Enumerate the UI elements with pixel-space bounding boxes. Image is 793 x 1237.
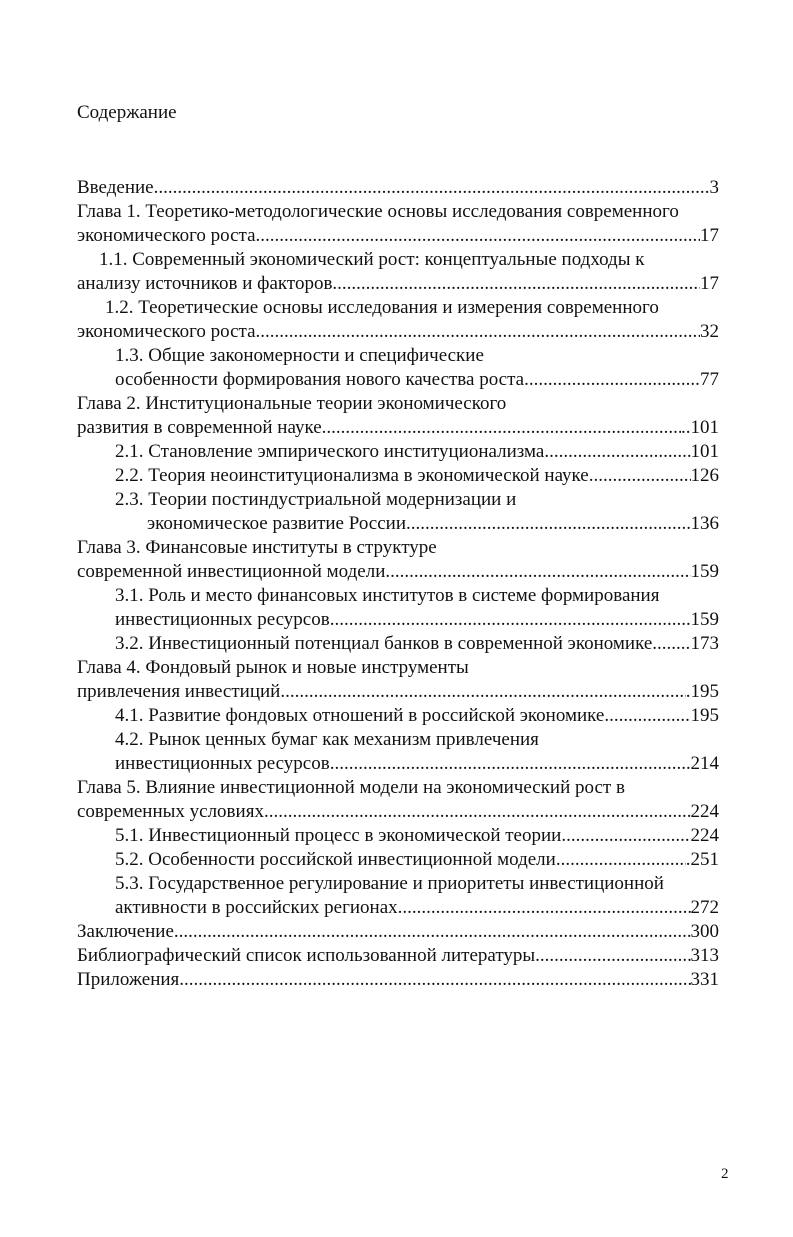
toc-section-1-2-title-line[interactable]: 1.2. Теоретические основы исследования и измерения современного bbox=[105, 297, 659, 318]
toc-section-2-3-title-line[interactable]: 2.3. Теории постиндустриальной модернизации и bbox=[115, 489, 517, 510]
toc-entry-title: анализу источников и факторов bbox=[77, 273, 333, 294]
toc-entry-title: экономического роста bbox=[77, 225, 256, 246]
toc-entry-page: 224 bbox=[690, 825, 719, 846]
toc-section-5-3-title-line[interactable]: 5.3. Государственное регулирование и приоритеты инвестиционной bbox=[115, 873, 664, 894]
toc-entry-title: Заключение bbox=[77, 921, 174, 942]
toc-entry-appendix[interactable] bbox=[77, 968, 719, 992]
dot-leader bbox=[589, 464, 691, 488]
toc-chapter-4-title-line[interactable]: Глава 4. Фондовый рынок и новые инструменты bbox=[77, 657, 469, 678]
toc-entry-page: 126 bbox=[690, 465, 719, 486]
toc-entry-page: 77 bbox=[700, 369, 719, 390]
toc-section-2-1-entry[interactable] bbox=[77, 440, 719, 464]
toc-entry-page: 17 bbox=[700, 273, 719, 294]
toc-entry-title: 5.2. Особенности российской инвестиционной модели bbox=[115, 849, 556, 870]
toc-entry-page: 331 bbox=[690, 969, 719, 990]
toc-entry-page: 272 bbox=[690, 897, 719, 918]
toc-entry-title: современной инвестиционной модели bbox=[77, 561, 386, 582]
dot-leader bbox=[535, 944, 690, 968]
toc-entry-title: 4.1. Развитие фондовых отношений в российской экономике bbox=[115, 705, 605, 726]
toc-entry-page: 313 bbox=[690, 945, 719, 966]
dot-leader bbox=[256, 224, 700, 248]
dot-leader bbox=[332, 272, 700, 296]
dot-leader bbox=[652, 632, 690, 656]
toc-section-1-1-title-line[interactable]: 1.1. Современный экономический рост: концептуальные подходы к bbox=[99, 249, 645, 270]
toc-entry-title: Библиографический список использованной литературы bbox=[77, 945, 536, 966]
toc-section-5-1-entry[interactable] bbox=[77, 824, 719, 848]
page-title: Содержание bbox=[77, 102, 177, 123]
toc-entry-page: 195 bbox=[690, 705, 719, 726]
dot-leader bbox=[174, 920, 691, 944]
toc-entry-title: современных условиях bbox=[77, 801, 264, 822]
toc-section-2-2-entry[interactable] bbox=[77, 464, 719, 488]
toc-chapter-4-entry[interactable] bbox=[77, 680, 719, 704]
toc-entry-title: 2.1. Становление эмпирического институционализма bbox=[115, 441, 545, 462]
toc-entry-title: 3.2. Инвестиционный потенциал банков в современной экономике bbox=[115, 633, 653, 654]
toc-entry-introduction[interactable] bbox=[77, 176, 719, 200]
toc-section-1-3-entry[interactable] bbox=[77, 368, 719, 392]
toc-chapter-5-entry[interactable] bbox=[77, 800, 719, 824]
toc-chapter-2-title-line[interactable]: Глава 2. Институциональные теории экономического bbox=[77, 393, 507, 414]
toc-entry-title: экономического роста bbox=[77, 321, 256, 342]
toc-entry-page: 214 bbox=[690, 753, 719, 774]
toc-section-4-2-entry[interactable] bbox=[77, 752, 719, 776]
toc-chapter-1-entry[interactable] bbox=[77, 224, 719, 248]
toc-chapter-3-entry[interactable] bbox=[77, 560, 719, 584]
dot-leader bbox=[398, 896, 691, 920]
toc-entry-page: ..101 bbox=[681, 417, 719, 438]
toc-section-3-2-entry[interactable] bbox=[77, 632, 719, 656]
toc-section-5-2-entry[interactable] bbox=[77, 848, 719, 872]
dot-leader bbox=[406, 512, 691, 536]
toc-entry-title: экономическое развитие России bbox=[147, 513, 406, 534]
toc-entry-page: 159 bbox=[690, 561, 719, 582]
dot-leader bbox=[256, 320, 700, 344]
toc-entry-page: 32 bbox=[700, 321, 719, 342]
toc-entry-title: активности в российских регионах bbox=[115, 897, 398, 918]
dot-leader bbox=[330, 608, 691, 632]
toc-entry-title: развития в современной науке bbox=[77, 417, 322, 438]
toc-entry-page: 17 bbox=[700, 225, 719, 246]
dot-leader bbox=[280, 680, 685, 704]
toc-entry-title: привлечения инвестиций bbox=[77, 681, 281, 702]
toc-entry-page: 173 bbox=[690, 633, 719, 654]
toc-entry-bibliography[interactable] bbox=[77, 944, 719, 968]
toc-entry-page: .3 bbox=[704, 177, 719, 198]
toc-section-4-2-title-line[interactable]: 4.2. Рынок ценных бумаг как механизм привлечения bbox=[115, 729, 539, 750]
dot-leader bbox=[604, 704, 690, 728]
toc-section-5-3-entry[interactable] bbox=[77, 896, 719, 920]
toc-entry-page: .195 bbox=[685, 681, 719, 702]
toc-section-4-1-entry[interactable] bbox=[77, 704, 719, 728]
toc-entry-title: Введение bbox=[77, 177, 154, 198]
toc-entry-title: инвестиционных ресурсов bbox=[115, 753, 330, 774]
toc-entry-title: инвестиционных ресурсов bbox=[115, 609, 330, 630]
toc-chapter-5-title-line[interactable]: Глава 5. Влияние инвестиционной модели на экономический рост в bbox=[77, 777, 625, 798]
dot-leader bbox=[544, 440, 690, 464]
toc-chapter-2-entry[interactable] bbox=[77, 416, 719, 440]
toc-entry-title: 5.1. Инвестиционный процесс в экономической теории bbox=[115, 825, 562, 846]
toc-section-3-1-entry[interactable] bbox=[77, 608, 719, 632]
toc-chapter-1-title-line[interactable]: Глава 1. Теоретико-методологические основы исследования современного bbox=[77, 201, 679, 222]
dot-leader bbox=[524, 368, 700, 392]
toc-entry-page: .251 bbox=[685, 849, 719, 870]
toc-chapter-3-title-line[interactable]: Глава 3. Финансовые институты в структуре bbox=[77, 537, 437, 558]
toc-entry-title: 2.2. Теория неоинституционализма в экономической науке bbox=[115, 465, 589, 486]
toc-entry-conclusion[interactable] bbox=[77, 920, 719, 944]
toc-section-2-3-entry[interactable] bbox=[77, 512, 719, 536]
toc-entry-page: 136 bbox=[690, 513, 719, 534]
toc-section-1-1-entry[interactable] bbox=[77, 272, 719, 296]
toc-entry-page: 300 bbox=[690, 921, 719, 942]
page-number: 2 bbox=[721, 1166, 729, 1182]
dot-leader bbox=[179, 968, 690, 992]
dot-leader bbox=[561, 824, 690, 848]
table-of-contents bbox=[77, 176, 719, 992]
toc-entry-page: 224 bbox=[690, 801, 719, 822]
toc-section-1-2-entry[interactable] bbox=[77, 320, 719, 344]
dot-leader bbox=[322, 416, 681, 440]
toc-entry-page: 101 bbox=[690, 441, 719, 462]
toc-section-1-3-title-line[interactable]: 1.3. Общие закономерности и специфические bbox=[115, 345, 484, 366]
dot-leader bbox=[154, 176, 705, 200]
toc-entry-page: 159 bbox=[690, 609, 719, 630]
dot-leader bbox=[556, 848, 686, 872]
dot-leader bbox=[264, 800, 691, 824]
toc-entry-title: особенности формирования нового качества роста bbox=[115, 369, 525, 390]
toc-entry-title: Приложения bbox=[77, 969, 180, 990]
dot-leader bbox=[385, 560, 690, 584]
toc-section-3-1-title-line[interactable]: 3.1. Роль и место финансовых институтов в системе формирования bbox=[115, 585, 660, 606]
dot-leader bbox=[330, 752, 691, 776]
